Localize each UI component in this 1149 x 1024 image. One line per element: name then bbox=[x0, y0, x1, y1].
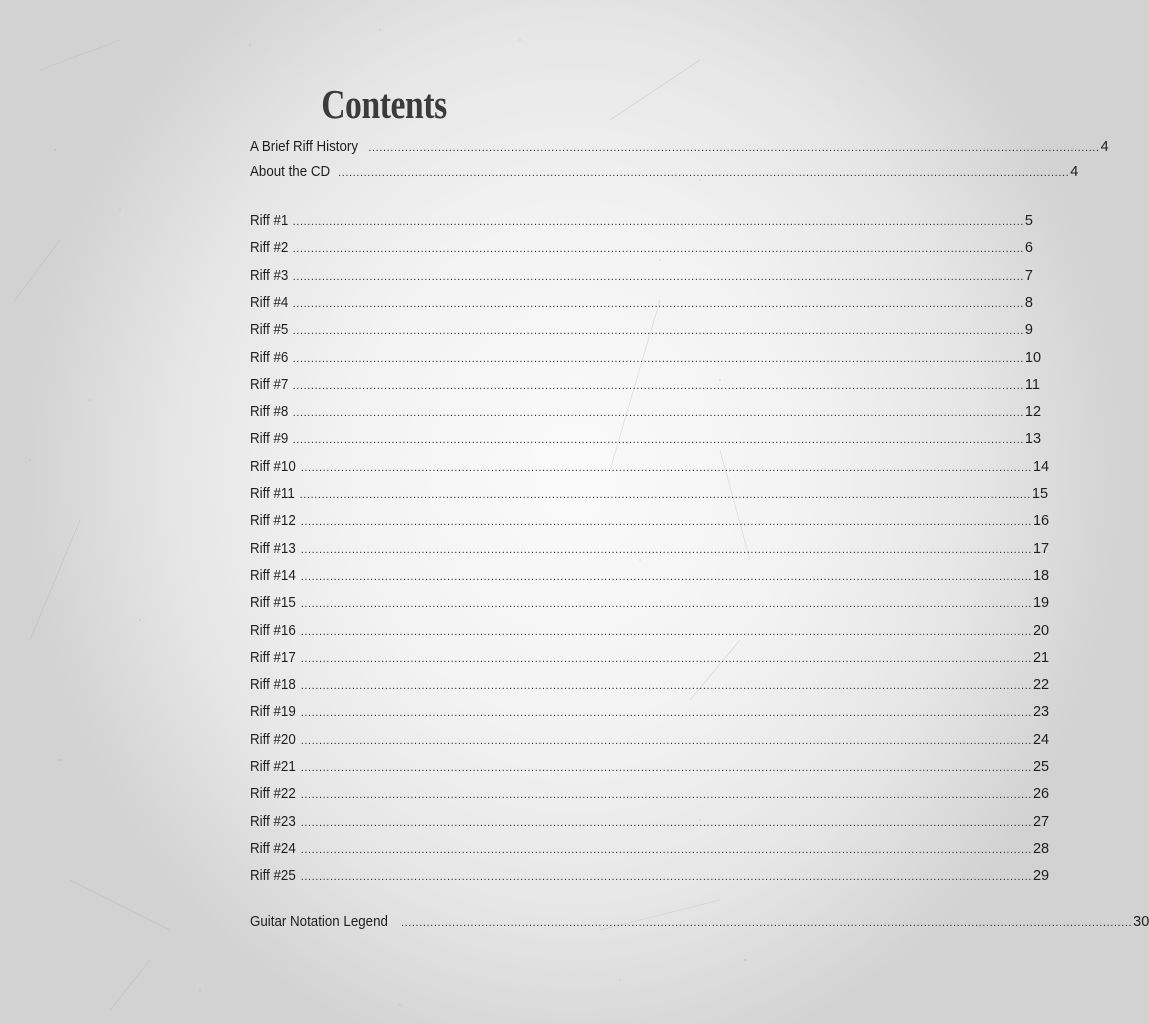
toc-entry-page-number: 28 bbox=[1032, 840, 1050, 857]
dot-leader: ........................................................................................................................................................................................................ bbox=[292, 325, 1024, 338]
toc-entry-page-number: 6 bbox=[1024, 240, 1033, 257]
dot-leader: ........................................................................................................................................................................................................ bbox=[400, 917, 1133, 929]
toc-entry-label: Riff #23 bbox=[250, 813, 296, 830]
dot-leader: ........................................................................................................................................................................................................ bbox=[300, 625, 1032, 638]
toc-entry-label: About the CD bbox=[250, 164, 331, 180]
toc-entry bbox=[250, 319, 1033, 341]
toc-entry bbox=[250, 538, 1050, 560]
toc-entry bbox=[250, 374, 1040, 396]
toc-entry bbox=[250, 756, 1050, 778]
toc-entry-page-number: 12 bbox=[1024, 404, 1042, 421]
toc-entry-label: Riff #10 bbox=[250, 458, 296, 475]
toc-entry bbox=[250, 565, 1050, 587]
dot-leader: ........................................................................................................................................................................................................ bbox=[300, 734, 1032, 747]
toc-entry-label: Riff #6 bbox=[250, 349, 289, 366]
toc-entry bbox=[250, 483, 1049, 505]
toc-entry-label: Riff #25 bbox=[250, 868, 296, 885]
toc-entry-label: Riff #11 bbox=[250, 486, 295, 502]
toc-entry-page-number: 27 bbox=[1032, 813, 1050, 830]
dot-leader: ........................................................................................................................................................................................................ bbox=[300, 789, 1032, 802]
toc-entry bbox=[250, 428, 1042, 450]
toc-entry bbox=[250, 620, 1050, 642]
dot-leader: ........................................................................................................................................................................................................ bbox=[300, 843, 1032, 856]
toc-entry-page-number: 16 bbox=[1032, 513, 1050, 530]
toc-entry-page-number: 21 bbox=[1032, 649, 1050, 666]
toc-entry-page-number: 23 bbox=[1032, 704, 1050, 721]
toc-entry bbox=[250, 701, 1050, 723]
toc-entry bbox=[250, 865, 1050, 887]
toc-entry-label: Riff #1 bbox=[250, 213, 289, 229]
toc-entry-label: Riff #15 bbox=[250, 595, 296, 612]
toc-entry bbox=[250, 838, 1050, 860]
toc-entry-label: Riff #2 bbox=[250, 240, 289, 257]
toc-entry-label: Guitar Notation Legend bbox=[250, 914, 388, 930]
toc-entry-page-number: 13 bbox=[1024, 431, 1042, 448]
toc-entry-label: Riff #7 bbox=[250, 376, 289, 393]
dot-leader: ........................................................................................................................................................................................................ bbox=[300, 871, 1032, 884]
page-title: Contents bbox=[321, 81, 447, 127]
toc-entry bbox=[250, 510, 1050, 532]
toc-entry-label: Riff #8 bbox=[250, 404, 289, 421]
dot-leader: ........................................................................................................................................................................................................ bbox=[368, 142, 1100, 154]
toc-entry-page-number: 15 bbox=[1031, 486, 1049, 502]
dot-leader: ........................................................................................................................................................................................................ bbox=[299, 489, 1031, 501]
toc-entry-page-number: 11 bbox=[1024, 376, 1040, 393]
toc-entry-label: Riff #22 bbox=[250, 786, 296, 803]
dot-leader: ........................................................................................................................................................................................................ bbox=[300, 816, 1032, 829]
toc-entry bbox=[250, 592, 1050, 614]
dot-leader: ........................................................................................................................................................................................................ bbox=[292, 352, 1024, 365]
dot-leader: ........................................................................................................................................................................................................ bbox=[300, 680, 1032, 693]
toc-entry-label: Riff #12 bbox=[250, 513, 296, 530]
toc-entry bbox=[250, 401, 1042, 423]
toc-entry-page-number: 30 bbox=[1133, 914, 1149, 930]
toc-entry bbox=[250, 729, 1050, 751]
toc-entry-page-number: 8 bbox=[1024, 294, 1033, 311]
dot-leader: ........................................................................................................................................................................................................ bbox=[300, 762, 1032, 774]
toc-entry-page-number: 26 bbox=[1032, 786, 1050, 803]
toc-entry bbox=[250, 674, 1050, 696]
toc-entry bbox=[250, 292, 1033, 314]
toc-entry-label: Riff #14 bbox=[250, 567, 296, 584]
toc-entry bbox=[250, 136, 1109, 158]
dot-leader: ........................................................................................................................................................................................................ bbox=[292, 297, 1024, 310]
toc-entry bbox=[250, 265, 1033, 287]
toc-entry bbox=[250, 161, 1079, 183]
dot-leader: ........................................................................................................................................................................................................ bbox=[292, 434, 1024, 447]
dot-leader: ........................................................................................................................................................................................................ bbox=[292, 216, 1024, 228]
toc-entry-page-number: 9 bbox=[1024, 322, 1033, 339]
toc-entry-label: Riff #21 bbox=[250, 759, 296, 775]
toc-entry bbox=[250, 456, 1050, 478]
dot-leader: ........................................................................................................................................................................................................ bbox=[292, 270, 1024, 283]
dot-leader: ........................................................................................................................................................................................................ bbox=[300, 652, 1032, 665]
toc-entry-page-number: 7 bbox=[1024, 267, 1033, 284]
dot-leader: ........................................................................................................................................................................................................ bbox=[292, 243, 1024, 256]
toc-entry-label: Riff #4 bbox=[250, 294, 289, 311]
toc-entry bbox=[250, 347, 1042, 369]
toc-entry-label: Riff #9 bbox=[250, 431, 289, 448]
toc-entry-page-number: 25 bbox=[1032, 759, 1050, 775]
toc-entry-label: Riff #13 bbox=[250, 540, 296, 557]
toc-entry-label: Riff #5 bbox=[250, 322, 289, 339]
toc-entry-page-number: 19 bbox=[1032, 595, 1050, 612]
toc-entry-page-number: 14 bbox=[1032, 458, 1050, 475]
dot-leader: ........................................................................................................................................................................................................ bbox=[338, 167, 1070, 179]
dot-leader: ........................................................................................................................................................................................................ bbox=[300, 543, 1032, 556]
toc-entry-label: Riff #19 bbox=[250, 704, 296, 721]
toc-entry-label: Riff #20 bbox=[250, 731, 296, 748]
toc-entry-label: Riff #24 bbox=[250, 840, 296, 857]
toc-entry bbox=[250, 783, 1050, 805]
dot-leader: ........................................................................................................................................................................................................ bbox=[300, 461, 1032, 474]
dot-leader: ........................................................................................................................................................................................................ bbox=[300, 707, 1032, 720]
toc-entry-page-number: 5 bbox=[1024, 213, 1033, 229]
toc-entry-label: Riff #18 bbox=[250, 677, 296, 694]
toc-entry bbox=[250, 811, 1050, 833]
toc-entry bbox=[250, 210, 1033, 232]
toc-entry-page-number: 29 bbox=[1032, 868, 1050, 885]
toc-entry-label: A Brief Riff History bbox=[250, 139, 358, 155]
dot-leader: ........................................................................................................................................................................................................ bbox=[300, 598, 1032, 611]
toc-entry bbox=[250, 647, 1050, 669]
dot-leader: ........................................................................................................................................................................................................ bbox=[300, 570, 1032, 583]
toc-entry-page-number: 4 bbox=[1070, 164, 1079, 180]
toc-entry-page-number: 20 bbox=[1032, 622, 1050, 639]
toc-entry-page-number: 18 bbox=[1032, 567, 1050, 584]
toc-entry-label: Riff #16 bbox=[250, 622, 296, 639]
toc-entry-page-number: 24 bbox=[1032, 731, 1050, 748]
toc-entry-page-number: 4 bbox=[1100, 139, 1109, 155]
dot-leader: ........................................................................................................................................................................................................ bbox=[292, 407, 1024, 420]
toc-entry-page-number: 22 bbox=[1032, 677, 1050, 694]
toc-entry-page-number: 10 bbox=[1024, 349, 1042, 366]
dot-leader: ........................................................................................................................................................................................................ bbox=[292, 379, 1024, 392]
toc-entry-page-number: 17 bbox=[1032, 540, 1050, 557]
toc-entry-label: Riff #17 bbox=[250, 649, 296, 666]
toc-entry bbox=[250, 911, 1149, 933]
dot-leader: ........................................................................................................................................................................................................ bbox=[300, 516, 1032, 529]
toc-entry-label: Riff #3 bbox=[250, 267, 289, 284]
toc-entry bbox=[250, 237, 1033, 259]
